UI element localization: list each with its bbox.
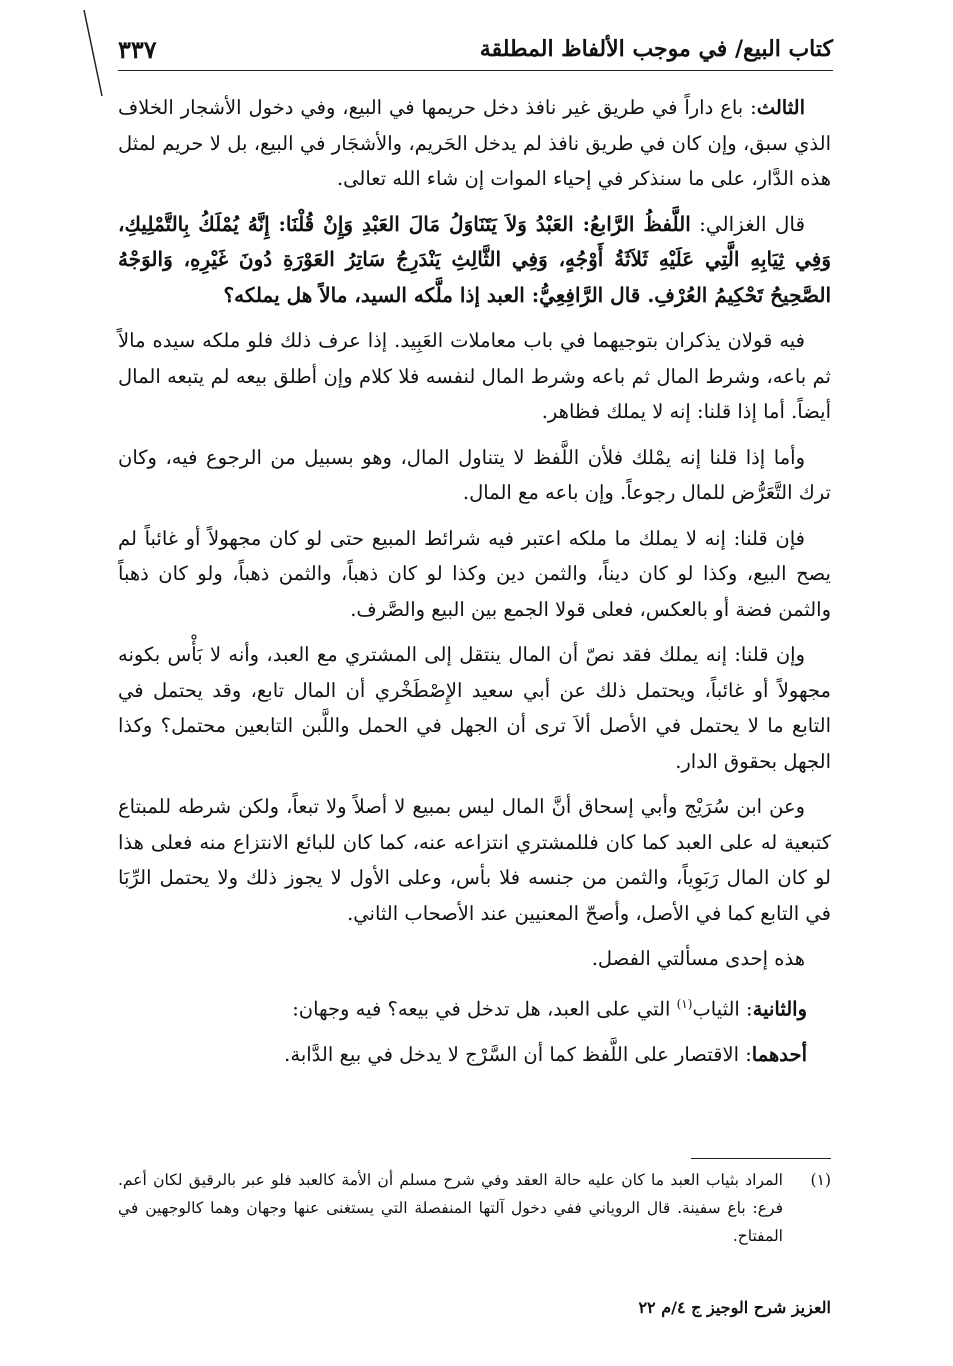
quote-lead: قال الغزالي:	[690, 211, 806, 236]
item-lead: والثانية	[752, 997, 807, 1020]
paragraph-third	[118, 90, 831, 197]
second-issue	[118, 987, 831, 1027]
item-text: : الثياب	[692, 997, 753, 1020]
footnote-number: (١)	[810, 1171, 831, 1189]
page-number: ٣٣٧	[118, 34, 157, 64]
footnote-reference[interactable]: (١)	[676, 996, 693, 1011]
quote-text: اللَّفظُ الرَّابعُ: العَبْدُ وَلاَ يَتَنَاوَلُ مَالَ العَبْدِ وَإِنْ قُلْنَا: إِنَّهُ يُمْلَكُ بِالتَّمْلِيكِ، وَفِي ثِيَابِهِ الَّتِي عَلَيْهِ ثَلاَثَةُ أَوْجُهٍ، وَفِي الثَّالِثِ يَنْدَرِجُ سَاتِرُ العَوْرَةِ دُونَ غَيْرِهِ، وَالوَجْهُ الصَّحِيحُ تَحْكِيمُ العُرْفِ. قال الرَّافِعِيُّ: العبد إذا ملَّكه السيد، مالاً هل يملكه؟	[118, 211, 831, 307]
section-note: هذه إحدى مسألتي الفصل.	[591, 947, 805, 970]
paragraph-text: : باع داراً في طريق غير نافذ دخل حريمها في البيع، وفي دخول الأشجار الخلاف الذي سبق، وإن كان في طريق نافذ لم يدخل الحَريم، والأشجَار في البيع، بل لا حريم لمثل هذه الدَّار، على ما سنذكر في إحياء الموات إن شاء الله تعالى.	[118, 96, 831, 190]
footnote	[118, 1166, 831, 1250]
paragraph: فيه قولان يذكران بتوجيهما في باب معاملات العَبِيد. إذا عرف ذلك فلو ملكه سيده مالاً ثم باعه، وشرط المال ثم باعه وشرط المال لنفسه فلا كلام وإن أطلق بيعه لم يتبعه المال أيضاً. أما إذا قلنا: إنه لا يملك فظاهر.	[118, 329, 831, 423]
scan-edge-mark	[82, 8, 106, 98]
item-text: التي على العبد، هل تدخل في بيعه؟ فيه وجهان:	[292, 997, 677, 1020]
paragraph: وعن ابن سُرَيْج وأبي إسحاق أنَّ المال ليس بمبيع لا أصلاً ولا تبعاً، ولكن شرطه للمبتاع كتبعية له على العبد كما كان فللمشتري انتزاعه عنه، كما كان للبائع الانتزاع منه فعلى هذا لو كان المال رَبَوِياً، والثمن من جنسه فلا بأس، وعلى الأول لا يجوز ذلك ولا يحتمل الرِّبَا في التابع كما في الأصل، وأصحّ المعنيين عند الأصحاب الثاني.	[118, 795, 831, 925]
item-text: : الاقتصار على اللَّفظ كما أن السَّرْج لا يدخل في بيع الدَّابة.	[284, 1042, 752, 1066]
paragraph: وأما إذا قلنا إنه يمْلك فلأن اللَّفظ لا يتناول المال، وهو بسبيل من الرجوع فيه، وكان ترك التَّعَرُّض للمال رجوعاً. وإن باعه مع المال.	[118, 445, 831, 504]
chapter-title: كتاب البيع/ في موجب الألفاظ المطلقة	[479, 36, 833, 62]
running-header	[118, 28, 833, 71]
item-lead: أحدهما	[751, 1042, 807, 1066]
ghazali-quote	[118, 207, 831, 314]
paragraph: فإن قلنا: إنه لا يملك ما ملكه اعتبر فيه شرائط المبيع حتى لو كان مجهولاً أو غائباً لم يصح البيع، وكذا لو كان ديناً، والثمن دين وكذا لو كان ذهباً، والثمن ذهباً، ولو كان ذهباً والثمن فضة أو بالعكس، فعلى قولا الجمع بين البيع والصَّرف.	[118, 526, 831, 621]
first-view	[118, 1037, 831, 1073]
main-text	[118, 90, 831, 1082]
paragraph: وإن قلنا: إنه يملك فقد نصّ أن المال ينتقل إلى المشتري مع العبد، وأنه لا بَأْس بكونه مجهولاً أو غائباً، ويحتمل ذلك عن أبي سعيد الإِصْطَخْري أن المال تابع، وقد يحتمل في التابع ما لا يحتمل في الأصل ألاَ ترى أن الجهل في الحمل واللَّبن التابعين محتمل؟ وكذا الجهل بحقوق الدار.	[118, 643, 831, 773]
footnote-separator	[691, 1158, 831, 1159]
paragraph-lead: الثالث	[756, 96, 805, 119]
signature-line: العزيز شرح الوجيز ج ٤/م ٢٢	[638, 1298, 831, 1317]
footnote-text: المراد بثياب العبد ما كان عليه حالة العقد وفي شرح مسلم أن الأمة كالعبد فلو عبر بالرقيق لكان أعم. فرع: باع سفينة. قال الروياني ففي دخول آلتها المنفصلة التي يستغنى عنها وجهان وهما كالوجهين في المفتاح.	[118, 1171, 783, 1245]
